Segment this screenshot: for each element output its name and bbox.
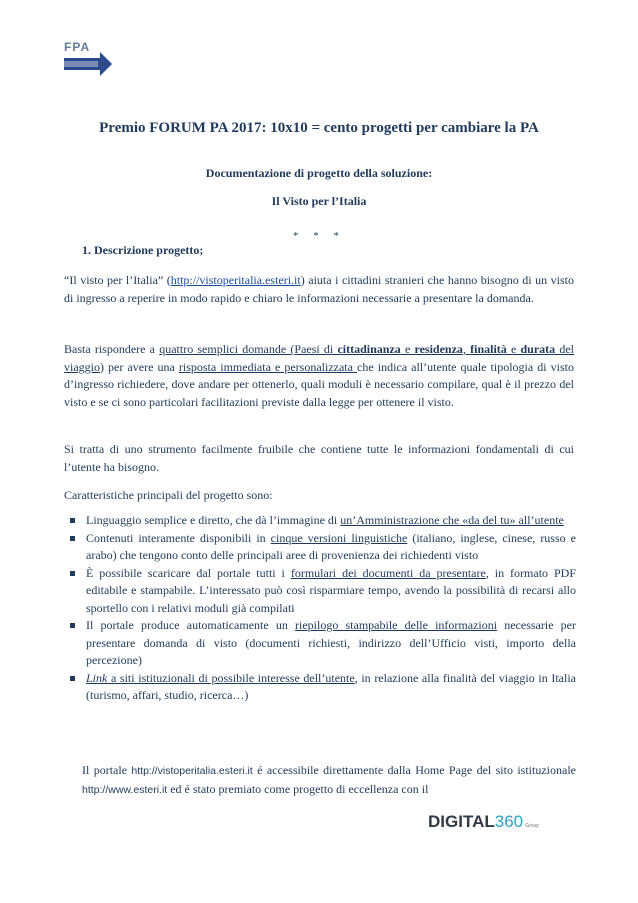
digital-logo-number: 360: [494, 812, 524, 831]
paragraph-portal: [82, 762, 576, 799]
q-bold-cittadinanza: cittadinanza: [337, 342, 401, 356]
list-item: È possibile scaricare dal portale tutti i formulari dei documenti da presentare, in formato PDF editabile e stampabile. L’interessato può così risparmiare tempo, avendo la possibilità di recarsi allo sportello con i relativi moduli già compilati: [64, 565, 576, 618]
fpa-logo: [64, 40, 114, 80]
q-underline-6: risposta immediata e personalizzata: [178, 359, 358, 374]
fpa-arrow-icon: [64, 40, 114, 80]
q-text-2: ) per avere una: [100, 359, 179, 374]
list-item: Linguaggio semplice e diretto, che dà l’immagine di un’Amministrazione che «da del tu» all’utente: [64, 512, 576, 530]
q-underline-5: del viaggio: [64, 342, 575, 374]
bullet-icon: [70, 623, 75, 628]
list-item: Contenuti interamente disponibili in cinque versioni linguistiche (italiano, inglese, cinese, russo e arabo) che tengono conto delle principali aree di provenienza dei richiedenti visto: [64, 530, 576, 565]
paragraph-features-intro: Caratteristiche principali del progetto sono:: [64, 488, 273, 502]
fpa-logo-text: FPA: [64, 40, 91, 54]
project-name: Il Visto per l’Italia: [271, 194, 367, 208]
digital-logo-group: Group: [525, 823, 540, 829]
q-text-3: che indica all’utente quale tipologia di visto d’ingresso richiedere, dove andare per ottenerlo, quali moduli è necessario compilare, qual è il prezzo del visto e se ci sono particolari facilitazioni previste dalla legge per ottenere il visto.: [64, 359, 574, 409]
section-heading: 1. Descrizione progetto;: [82, 243, 204, 257]
portal-url-1: http://vistoperitalia.esteri.it: [131, 765, 253, 777]
bullet-icon: [70, 518, 75, 523]
portal-text-2: é accessibile direttamente dalla Home Page del sito istituzionale: [252, 763, 576, 777]
vistoperitalia-link[interactable]: http://vistoperitalia.esteri.it: [170, 273, 301, 287]
paragraph-questions: [64, 341, 574, 411]
q-underline-1: quattro semplici domande (Paesi di: [159, 342, 338, 356]
doc-label: Documentazione di progetto della soluzione:: [205, 166, 433, 180]
portal-text-1: Il portale: [82, 763, 132, 777]
q-bold-finalita: finalità: [470, 342, 507, 356]
q-bold-durata: durata: [520, 342, 556, 356]
intro-text-1: “Il visto per l’Italia” (: [64, 273, 171, 287]
paragraph-intro: [64, 272, 574, 307]
q-underline-2: e: [400, 342, 415, 356]
features-list: [64, 512, 576, 705]
list-item: Link a siti istituzionali di possibile interesse dell’utente, in relazione alla finalità del viaggio in Italia (turismo, affari, studio, ricerca…): [64, 670, 576, 705]
q-underline-4: e: [506, 342, 521, 356]
bullet-icon: [70, 676, 75, 681]
q-underline-3: ,: [462, 342, 471, 356]
digital-logo-text: DIGITAL: [428, 812, 495, 831]
portal-text-3: ed é stato premiato come progetto di eccellenza con il: [167, 781, 429, 796]
bullet-icon: [70, 571, 75, 576]
q-text-1: Basta rispondere a: [64, 342, 160, 356]
paragraph-tool: Si tratta di uno strumento facilmente fruibile che contiene tutte le informazioni fondamentali di cui l’utente ha bisogno.: [64, 442, 574, 474]
q-bold-residenza: residenza: [414, 342, 463, 356]
bullet-icon: [70, 536, 75, 541]
list-item: Il portale produce automaticamente un riepilogo stampabile delle informazioni necessarie per presentare domanda di visto (documenti richiesti, indirizzo dell’Ufficio visti, importo della percezione): [64, 617, 576, 670]
digital360-logo: [428, 812, 539, 832]
intro-text-2: ) aiuta i cittadini stranieri che hanno bisogno di un visto di ingresso a reperire in modo rapido e chiaro le informazioni necessarie a presentare la domanda.: [64, 273, 574, 305]
page-title: Premio FORUM PA 2017: 10x10 = cento progetti per cambiare la PA: [99, 120, 539, 136]
portal-url-2: http://www.esteri.it: [82, 783, 168, 796]
separator-stars: * * *: [293, 230, 345, 242]
